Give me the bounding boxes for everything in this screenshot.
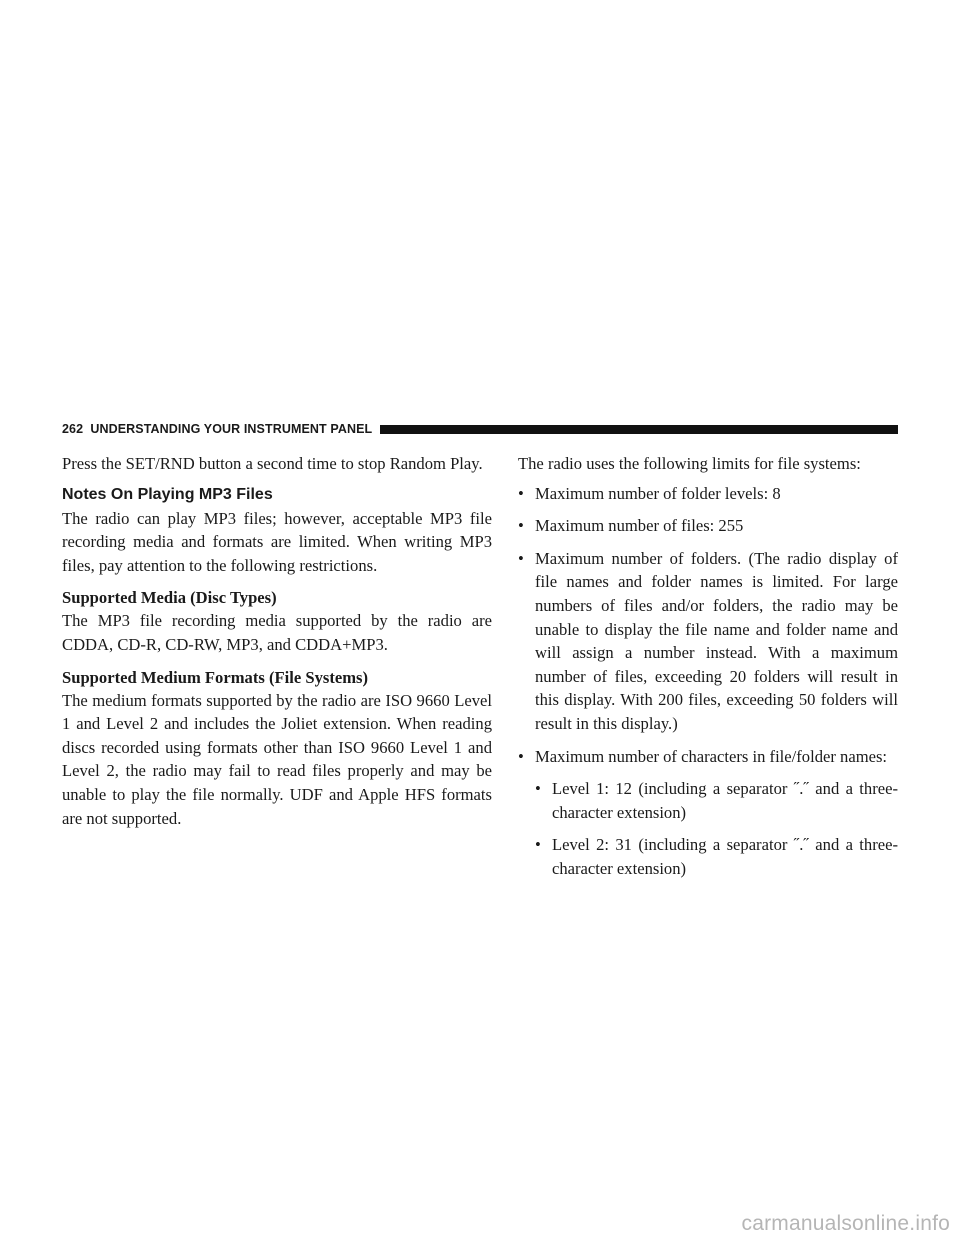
list-item-text: Maximum number of files: 255 [535,516,744,536]
list-item [518,514,898,538]
notes-paragraph: The radio can play MP3 files; however, acceptable MP3 file recording media and formats are limited. When writing MP3 files, pay attention to the following restrictions. [62,508,492,575]
bullet-icon: • [518,483,524,503]
media-paragraph: The MP3 file recording media supported by the radio are CDDA, CD-R, CD-RW, MP3, and CDDA+MP3. [62,611,492,654]
bullet-icon: • [518,516,524,536]
character-limits-list [535,777,898,880]
list-item-text: Maximum number of characters in file/folder names: [535,746,888,766]
random-play-paragraph: Press the SET/RND button a second time to stop Random Play. [62,454,483,473]
page-number: 262 [62,422,84,436]
list-item-text: Level 1: 12 (including a separator ˝.˝ and a three-character extension) [552,779,898,822]
bullet-icon: • [535,779,541,799]
formats-heading: Supported Medium Formats (File Systems) [62,667,369,687]
list-item [518,482,898,506]
list-item-text: Level 2: 31 (including a separator ˝.˝ and a three-character extension) [552,835,898,878]
section-title: UNDERSTANDING YOUR INSTRUMENT PANEL [90,422,373,436]
list-item [535,833,898,880]
page-header-text [62,422,372,436]
page-header [62,421,898,437]
notes-heading: Notes On Playing MP3 Files [62,485,273,503]
limits-list [518,482,898,881]
right-column [518,452,898,890]
left-column [62,452,492,839]
bullet-icon: • [518,746,524,766]
formats-paragraph: The medium formats supported by the radio are ISO 9660 Level 1 and Level 2 and includes the Joliet extension. When reading discs recorded using formats other than ISO 9660 Level 1 and Level 2, the radio may fail to read files properly and may be unable to play the file normally. UDF and Apple HFS formats are not supported. [62,690,492,828]
header-rule [380,425,898,434]
list-item [518,745,898,881]
bullet-icon: • [518,548,524,568]
bullet-icon: • [535,835,541,855]
list-item [518,547,898,736]
limits-intro: The radio uses the following limits for file systems: [518,454,861,473]
media-heading: Supported Media (Disc Types) [62,588,277,608]
list-item-text: Maximum number of folder levels: 8 [535,483,781,503]
list-item-text: Maximum number of folders. (The radio display of file names and folder names is limited. For large numbers of files and/or folders, the radio may be unable to display the file name and folder name and will assign a number instead. With a maximum number of files, exceeding 20 folders will result in this display. With 200 files, exceeding 50 folders will result in this display.) [535,548,898,733]
list-item [535,777,898,824]
watermark: carmanualsonline.info [741,1212,950,1235]
